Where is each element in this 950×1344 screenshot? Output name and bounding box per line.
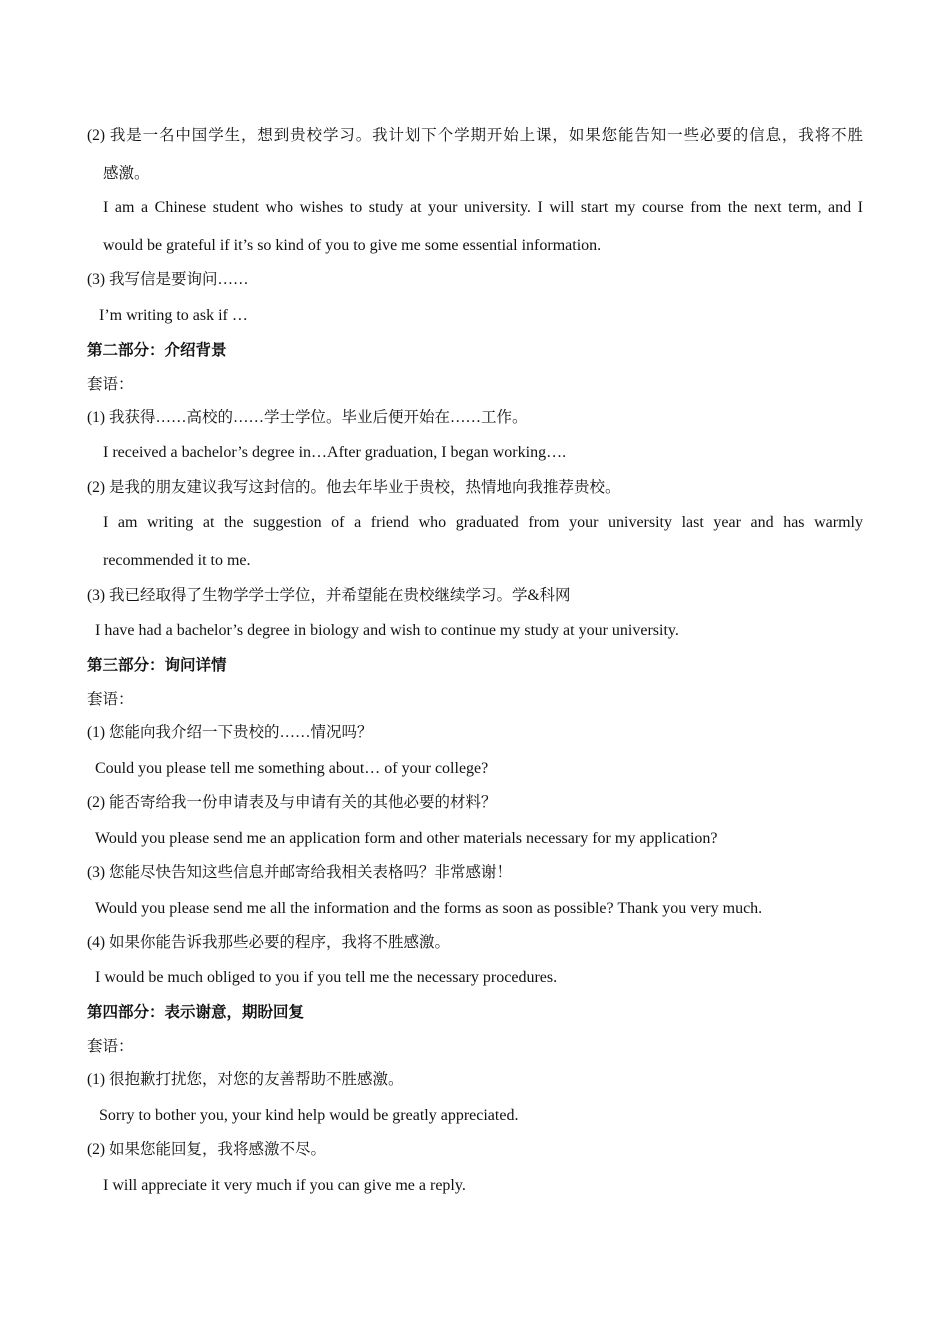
part4-item2-zh: (2) 如果您能回复，我将感激不尽。 — [87, 1141, 326, 1158]
intro-item2-en-line2: would be grateful if it’s so kind of you to give me some essential information. — [103, 237, 602, 254]
part4-heading: 第四部分：表示谢意，期盼回复 — [87, 1004, 305, 1021]
part4-item1-en: Sorry to bother you, your kind help would be greatly appreciated. — [99, 1107, 519, 1124]
part4-item2-en: I will appreciate it very much if you can give me a reply. — [103, 1177, 466, 1194]
part3-item4-en: I would be much obliged to you if you tell me the necessary procedures. — [95, 969, 558, 986]
part2-item3-en: I have had a bachelor’s degree in biology and wish to continue my study at your university. — [95, 622, 679, 639]
part2-item1-zh: (1) 我获得……高校的……学士学位。毕业后便开始在……工作。 — [87, 409, 528, 426]
part3-item3-en: Would you please send me all the information and the forms as soon as possible? Thank you very much. — [95, 900, 763, 917]
part3-item4-zh: (4) 如果你能告诉我那些必要的程序，我将不胜感激。 — [87, 934, 450, 951]
part4-label: 套语： — [87, 1038, 134, 1055]
part3-item1-en: Could you please tell me something about… of your college? — [95, 760, 489, 777]
part2-item2-zh: (2) 是我的朋友建议我写这封信的。他去年毕业于贵校，热情地向我推荐贵校。 — [87, 479, 621, 496]
part4-item1-zh: (1) 很抱歉打扰您，对您的友善帮助不胜感激。 — [87, 1071, 404, 1088]
part3-item3-zh: (3) 您能尽快告知这些信息并邮寄给我相关表格吗？非常感谢！ — [87, 864, 512, 881]
part3-label: 套语： — [87, 691, 134, 708]
part2-label: 套语： — [87, 376, 134, 393]
part2-item1-en: I received a bachelor’s degree in…After graduation, I began working…. — [103, 444, 567, 461]
intro-item3-en: I’m writing to ask if … — [99, 307, 248, 324]
part3-item2-zh: (2) 能否寄给我一份申请表及与申请有关的其他必要的材料？ — [87, 794, 497, 811]
intro-item2-en-line1: I am a Chinese student who wishes to study at your university. I will start my course from the next term, and I — [103, 199, 863, 216]
intro-item2-zh-line1: (2) 我是一名中国学生，想到贵校学习。我计划下个学期开始上课，如果您能告知一些必要的信息，我将不胜 — [87, 127, 863, 144]
part3-item2-en: Would you please send me an application form and other materials necessary for my application? — [95, 830, 718, 847]
part2-item3-zh: (3) 我已经取得了生物学学士学位，并希望能在贵校继续学习。学&科网 — [87, 587, 571, 604]
part2-item2-en-line1: I am writing at the suggestion of a friend who graduated from your university last year and has warmly — [103, 514, 863, 531]
part2-item2-en-line2: recommended it to me. — [103, 552, 251, 569]
part2-heading: 第二部分：介绍背景 — [87, 342, 227, 359]
part3-heading: 第三部分：询问详情 — [87, 657, 227, 674]
intro-item3-zh: (3) 我写信是要询问…… — [87, 271, 249, 288]
part3-item1-zh: (1) 您能向我介绍一下贵校的……情况吗？ — [87, 724, 373, 741]
intro-item2-zh-line2: 感激。 — [103, 165, 150, 182]
